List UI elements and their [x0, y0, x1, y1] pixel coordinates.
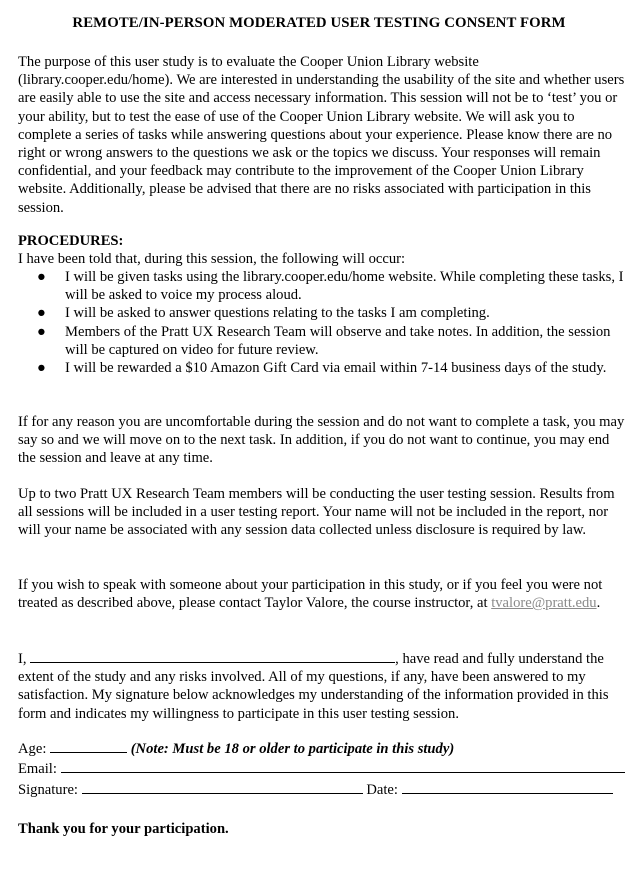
procedure-item-text: Members of the Pratt UX Research Team will observe and take notes. In addition, the session will be captured on video for future review. [65, 323, 611, 358]
procedure-item [18, 268, 630, 304]
procedures-heading: PROCEDURES: [18, 233, 124, 249]
consent-paragraph [18, 648, 630, 723]
procedure-item-text: I will be given tasks using the library.cooper.edu/home website. While completing these tasks, I will be asked to voice my process aloud. [65, 269, 624, 304]
age-line[interactable] [50, 738, 127, 753]
consent-text: , have read and fully understand the extent of the study and any risks involved. All of my questions, if any, have been answered to my satisfaction. My signature below acknowledges my understanding of the information provided in this form and indicates my willingness to participate in this user testing session. [18, 651, 609, 722]
email-row [18, 758, 630, 778]
uncomfortable-paragraph: If for any reason you are uncomfortable during the session and do not want to complete a task, you may say so and we will move on to the next task. In addition, if you do not want to continue, you may end the session and leave at any time. [18, 414, 625, 467]
procedure-item-text: I will be asked to answer questions relating to the tasks I am completing. [65, 305, 490, 322]
age-label: Age: [18, 741, 47, 757]
procedure-item-text: I will be rewarded a $10 Amazon Gift Card via email within 7-14 business days of the study. [65, 360, 607, 377]
bullet-icon: ● [37, 269, 46, 285]
contact-paragraph [18, 576, 630, 612]
procedure-item [18, 359, 630, 377]
procedures-list [18, 268, 630, 377]
thank-you-note: Thank you for your participation. [18, 821, 229, 837]
instructor-email-link[interactable]: tvalore@pratt.edu [491, 595, 597, 612]
contact-text: If you wish to speak with someone about your participation in this study, or if you feel you were not treated as described above, please contact Taylor Valore, the course instructor, at [18, 577, 603, 612]
signature-line[interactable] [82, 779, 363, 794]
date-label: Date: [366, 782, 398, 798]
procedure-item [18, 304, 630, 322]
contact-end: . [596, 595, 601, 612]
email-line[interactable] [61, 758, 625, 773]
name-line[interactable] [30, 648, 395, 663]
procedures-lead: I have been told that, during this session, the following will occur: [18, 251, 406, 267]
bullet-icon: ● [37, 305, 46, 322]
bullet-icon: ● [37, 360, 46, 377]
signature-label: Signature: [18, 782, 78, 798]
team-paragraph: Up to two Pratt UX Research Team members will be conducting the user testing session. Results from all sessions will be included in a user testing report. Your name will not be included in the report, nor will your name be associated with any session data collected unless disclosure is required by law. [18, 486, 615, 539]
email-label: Email: [18, 761, 57, 777]
intro-paragraph: The purpose of this user study is to evaluate the Cooper Union Library website (library.cooper.edu/home). We are interested in understanding the usability of the site and whether users are easily able to use the site and access necessary information. This session will not be to ‘test’ you or your ability, but to test the ease of use of the Cooper Union Library website. We will ask you to complete a series of tasks while answering questions about your experience. Please know there are no right or wrong answers to the questions we ask or the topics we discuss. Your responses will remain confidential, and your feedback may contribute to the improvement of the Cooper Union Library website. Additionally, please be advised that there are no risks associated with participation in this session. [18, 54, 625, 216]
procedure-item [18, 323, 630, 359]
signature-row [18, 779, 630, 799]
consent-prefix: I, [18, 651, 27, 667]
date-line[interactable] [402, 779, 613, 794]
age-row [18, 738, 630, 758]
age-note: (Note: Must be 18 or older to participate in this study) [130, 741, 455, 757]
bullet-icon: ● [37, 323, 46, 340]
form-title: REMOTE/IN-PERSON MODERATED USER TESTING CONSENT FORM [72, 15, 566, 31]
